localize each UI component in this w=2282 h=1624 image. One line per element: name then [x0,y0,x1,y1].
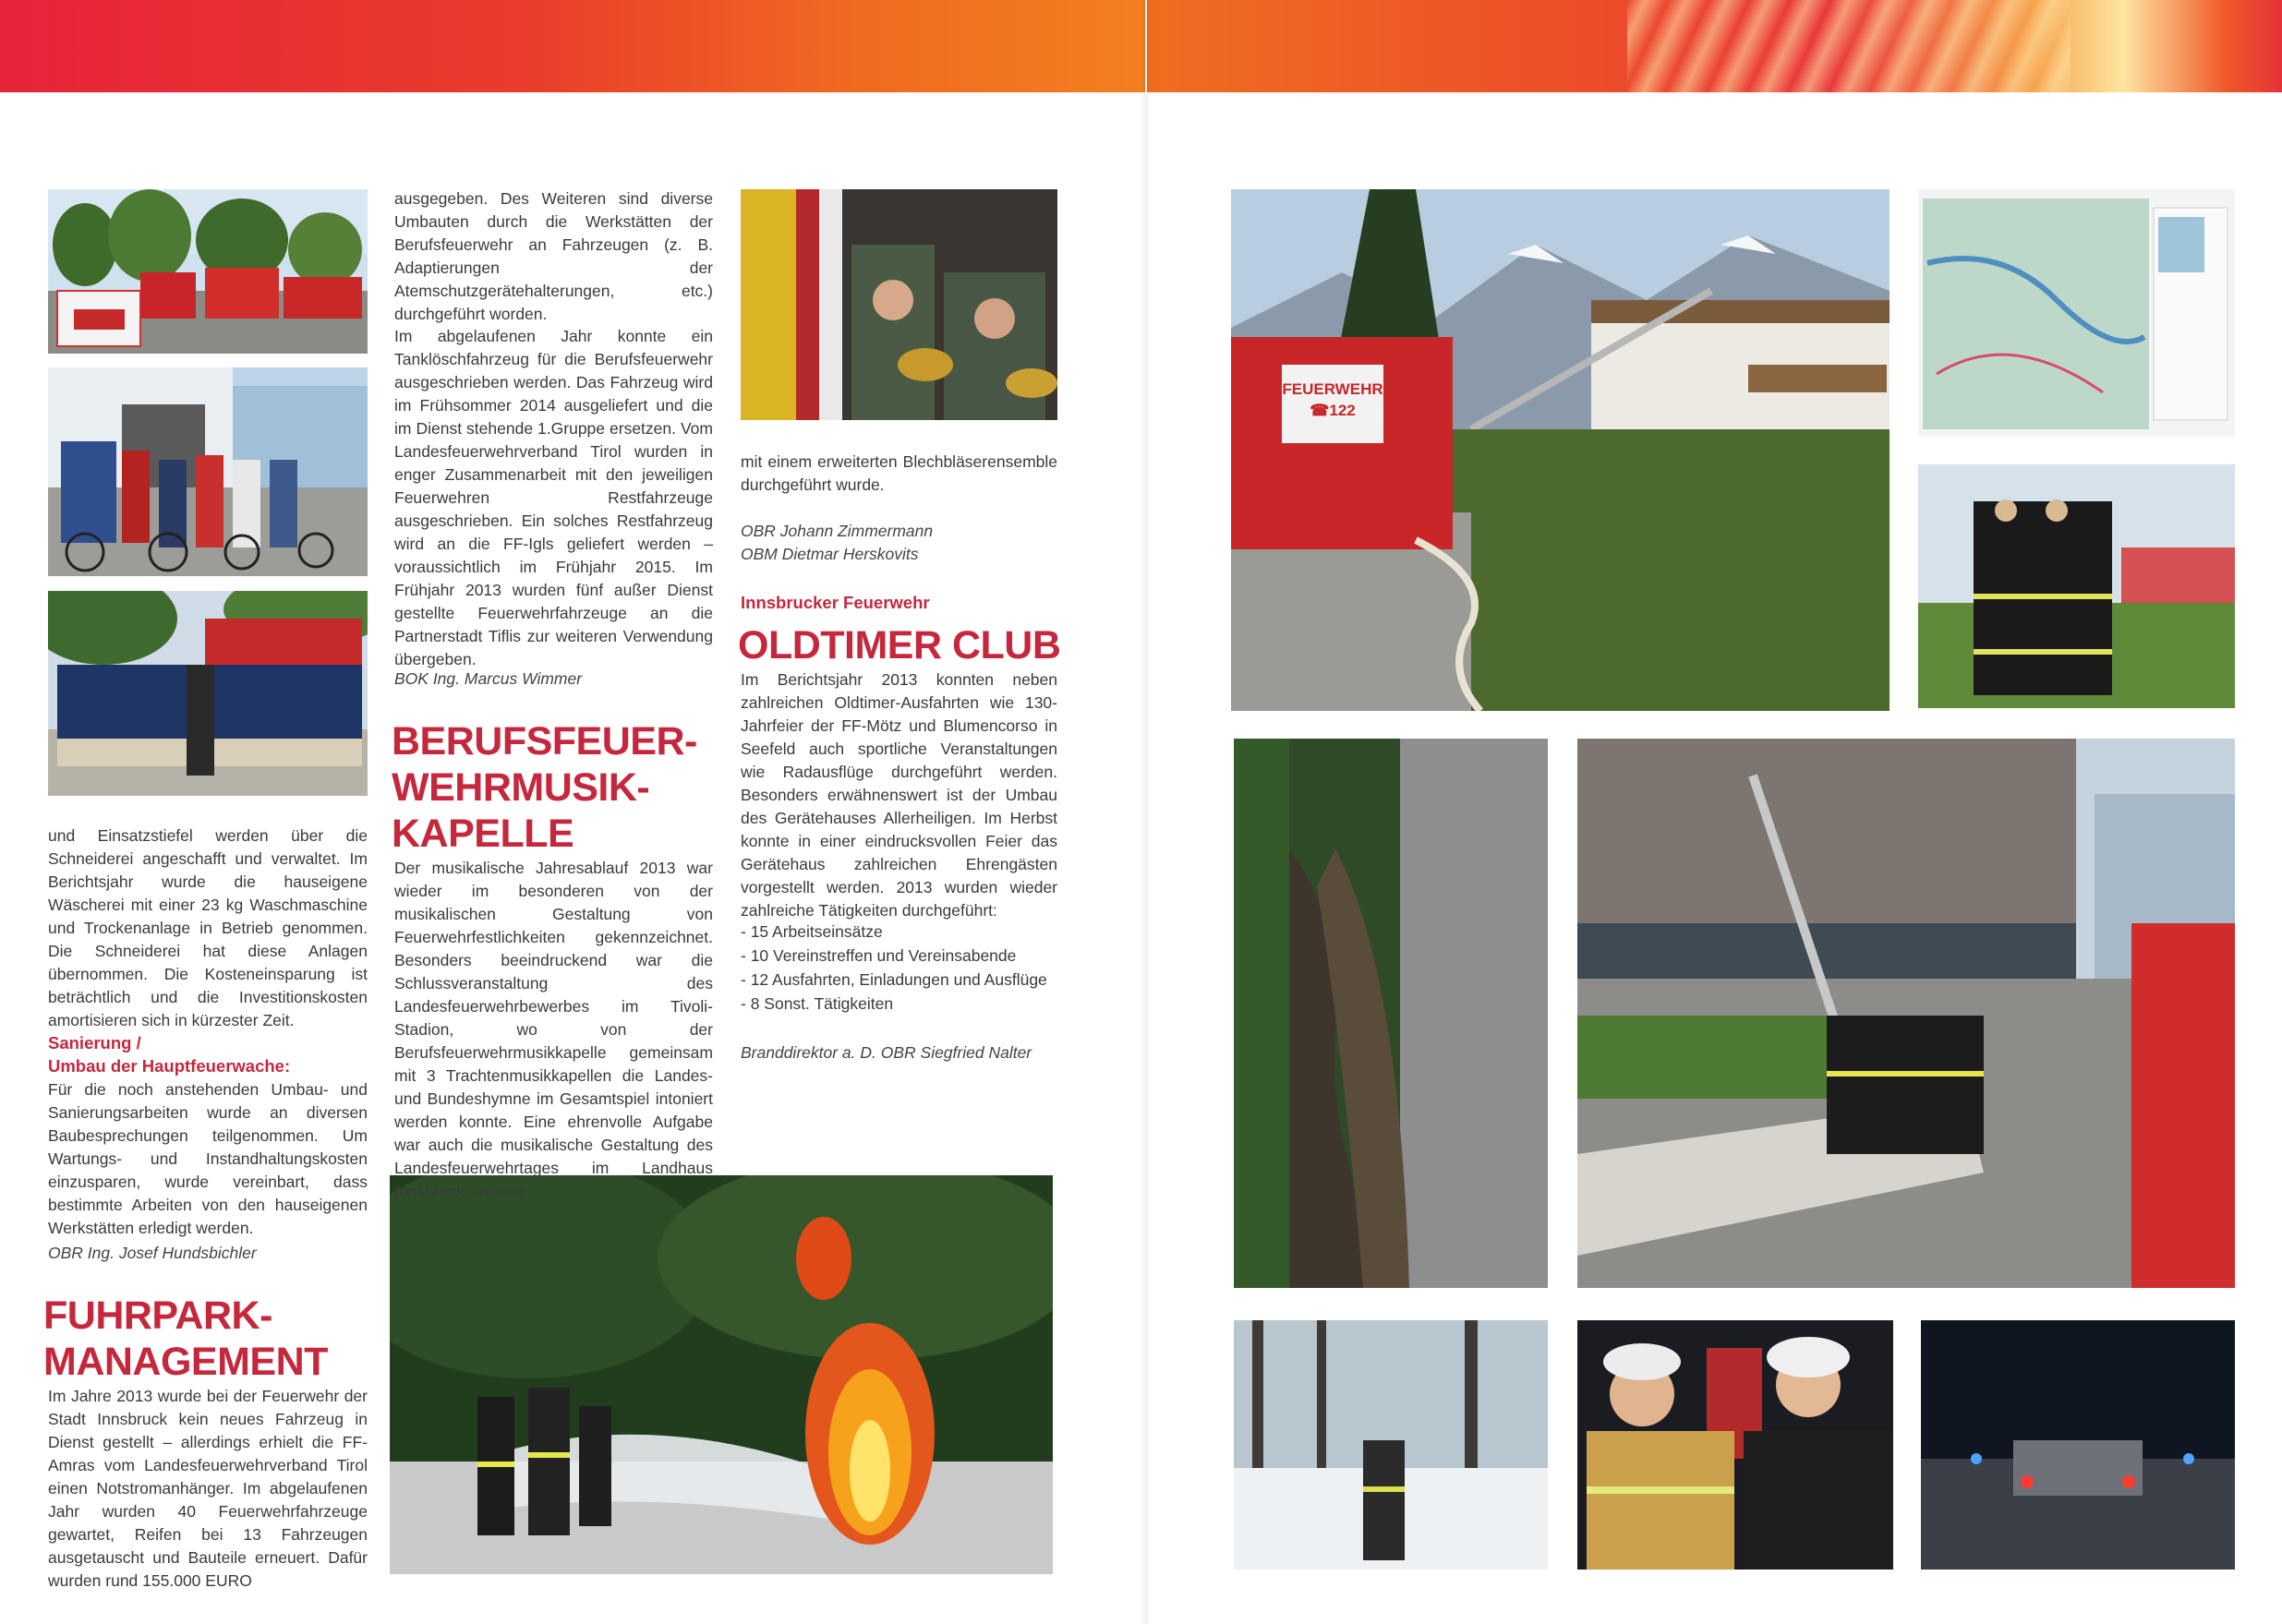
heading-oldtimer-club: OLDTIMER CLUB [738,623,1061,668]
page-gutter [1141,0,1152,1624]
photo-landslide [1234,739,1548,1288]
col1-paragraph-1: und Einsatzstiefel werden über die Schneiderei angeschafft und verwaltet. Im Berichtsjahr wurde die hauseigene Wäscherei mit einer 23 kg Waschmaschine und Trockenanlage in Betrieb genommen. Die Schneiderei hat diese Anlagen übernommen. Die Kosteneinsparung ist beträchtlich und die Investitionskosten amortisieren sich in kürzester Zeit. [48,826,368,1029]
col3-signature-3: Branddirektor a. D. OBR Siegfried Nalter [741,1043,1032,1062]
photo-snow-forest [1234,1320,1548,1570]
col3-signature-1: OBR Johann Zimmermann [741,522,934,540]
photo-cycling-group [48,367,368,576]
list-item: - 12 Ausfahrten, Einladungen und Ausflüge [741,970,1047,989]
col1-paragraph-3: Im Jahre 2013 wurde bei der Feuerwehr der Stadt Innsbruck kein neues Fahrzeug in Dienst gestellt – allerdings erhielt die FF-Amras vom Landesfeuerwehrverband Tirol einen Notstromanhänger. Im abgelaufenen Jahr wurden 40 Feuerwehrfahrzeuge gewartet, Reifen bei 13 Fahrzeugen ausgetauscht und Bauteile erneuert. Dafür wurden rund 155.000 EURO [48,1387,368,1590]
heading-musik-line2: WEHRMUSIK- [392,765,650,810]
list-item: - 10 Vereinstreffen und Vereinsabende [741,946,1017,965]
list-item: - 15 Arbeitseinsätze [741,922,883,941]
heading-fuhrpark-line1: FUHRPARK- [43,1293,272,1338]
col3-paragraph-1: mit einem erweiterten Blechbläserensemble durchgeführt wurde. [741,452,1057,494]
col2-paragraph-1: ausgegeben. Des Weiteren sind diverse Umbauten durch die Werkstätten der Berufsfeuerwehr an Fahrzeugen (z. B. Adaptierungen der Atemschutzgerätehalterungen, etc.) durchgeführt worden. [394,189,713,323]
photo-night-traffic [1921,1320,2235,1570]
photo-map-board [1918,189,2235,437]
col3-paragraph-2: Im Berichtsjahr 2013 konnten neben zahlreichen Oldtimer-Ausfahrten wie 130-Jahrfeier der FF-Mötz und Blumencorso in Seefeld auch sportliche Veranstaltungen wie Radausflüge durchgeführt werden. Besonders erwähnenswert ist der Umbau des Gerätehauses Allerheiligen. Im Herbst konnte in einer eindrucksvollen Feier das Gerätehaus zahlreichen Ehrengästen vorgestellt werden. 2013 wurden wieder zahlreiche Tätigkeiten durchgeführt: [741,670,1057,920]
photo-night-firefighters [1577,1320,1893,1570]
header-banner-right [1147,0,2282,92]
col1-subheading-1: Sanierung / [48,1033,141,1053]
header-banner-left [0,0,1145,92]
fire-truck-label-2: ☎122 [1310,402,1356,419]
col1-paragraph-2: Für die noch anstehenden Umbau- und Sanierungsarbeiten wurde an diversen Baubesprechungen teilgenommen. Um Wartungs- und Instandhaltungskosten einzusparen, wurde vereinbart, dass bestimmte Arbeiten von den hauseigenen Werkstätten erledigt werden. [48,1080,368,1237]
heading-fuhrpark-line2: MANAGEMENT [43,1340,328,1384]
col2-signature: BOK Ing. Marcus Wimmer [394,669,583,688]
photo-fire-training [390,1175,1053,1574]
heading-musik-line1: BERUFSFEUER- [392,719,697,764]
col2-paragraph-3: Der musikalische Jahresablauf 2013 war wieder im besonderen von der musikalischen Gestaltung von Feuerwehrfestlichkeiten gekennzeichnet. Besonders beeindruckend war die Schlussveranstaltung des Landesfeuerwehrbewerbes im Tivoli-Stadion, wo von der Berufsfeuerwehrmusikkapelle gemeinsam mit 3 Trachtenmusikkapellen die Landes- und Bundeshymne im Gesamtspiel intoniert werden konnte. Eine ehrenvolle Aufgabe war auch die musikalische Gestaltung des Landesfeuerwehrtages im Landhaus Innsbruck, welche [394,859,713,1200]
col3-kicker: Innsbrucker Feuerwehr [741,593,930,612]
col1-signature: OBR Ing. Josef Hundsbichler [48,1244,257,1262]
activity-list [741,920,1057,1016]
col2-paragraph-2: Im abgelaufenen Jahr konnte ein Tanklöschfahrzeug für die Berufsfeuerwehr ausgeschrieben werden. Das Fahrzeug wird im Frühsommer 2014 ausgeliefert und die im Dienst stehende 1.Gruppe ersetzen. Vom Landesfeuerwehrverband Tirol wurden in enger Zusammenarbeit mit den jeweiligen Feuerwehren Restfahrzeuge ausgeschrieben. Ein solches Restfahrzeug wird an die FF-Igls geliefert werden – voraussichtlich im Frühjahr 2015. Im Frühjahr 2013 wurden fünf außer Dienst gestellte Feuerwehrfahrzeuge an die Partnerstadt Tiflis zur weiteren Verwendung übergeben. [394,327,713,668]
heading-musik-line3: KAPELLE [392,812,574,856]
photo-oldtimer-vehicles [48,189,368,354]
photo-firefighters-group [1918,464,2235,708]
photo-aerial-ladder-exercise [1231,189,1890,711]
fire-truck-label-1: FEUERWEHR [1282,380,1383,398]
photo-building-ladder-exercise [1577,739,2235,1288]
list-item: - 8 Sonst. Tätigkeiten [741,994,894,1013]
photo-music-band [741,189,1057,420]
col3-signature-2: OBM Dietmar Herskovits [741,545,919,563]
col1-subheading-2: Umbau der Hauptfeuerwache: [48,1056,291,1076]
photo-club-members [48,591,368,796]
